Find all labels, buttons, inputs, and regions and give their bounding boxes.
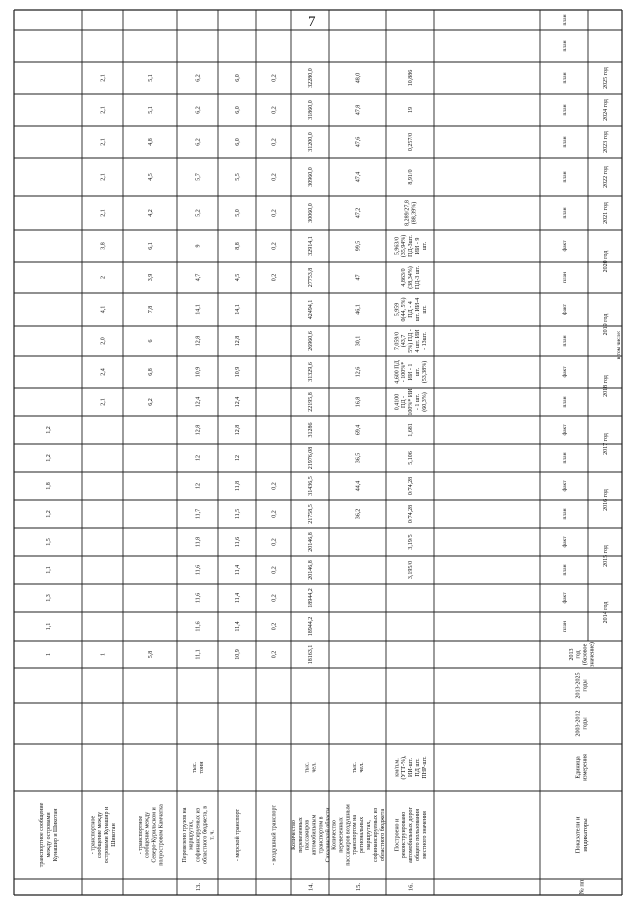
header-plan: план bbox=[561, 508, 568, 520]
row-cell: 0,2 bbox=[271, 482, 278, 490]
row-cell: 2,1 bbox=[100, 106, 107, 114]
row-cell: 12 bbox=[235, 455, 242, 461]
row-cell: 21758,5 bbox=[308, 504, 315, 524]
row-cell: 30,1 bbox=[355, 335, 362, 347]
row-cell: 18944,2 bbox=[308, 588, 315, 608]
row-cell: 4,600 ПД- 100%*ИИ - 1шт.(53,38%) bbox=[394, 360, 428, 384]
row-indicator: Перевезено грузов намаршрутах,софинансируемых изобластного бюджета, вт. ч. bbox=[181, 805, 216, 865]
row-cell: 5,963/0(35,94%)ПД-3шт.ИИ - 9шт. bbox=[394, 234, 428, 258]
row-cell: 8,289/27,8(88,39%) bbox=[404, 200, 418, 226]
header-2013-2025: 2013-2025годы bbox=[575, 672, 589, 699]
row-cell: 4,1 bbox=[100, 305, 107, 314]
row-cell: 18163,1 bbox=[308, 644, 315, 665]
row-cell: 12,8 bbox=[235, 335, 242, 347]
row-cell: 11,8 bbox=[195, 536, 202, 548]
row-cell: 12 bbox=[195, 483, 202, 489]
row-cell: 6 bbox=[148, 339, 155, 343]
header-year-2025: 2025 год bbox=[603, 67, 610, 89]
row-cell: 7,8 bbox=[148, 305, 155, 314]
row-cell: 1,3 bbox=[46, 594, 53, 602]
row-cell: 30960,0 bbox=[308, 167, 315, 187]
row-cell: 22195,8 bbox=[308, 392, 315, 412]
row-cell: 5,1 bbox=[148, 74, 155, 82]
rotated-table bbox=[4, 0, 628, 905]
row-cell: 27753,8 bbox=[308, 267, 315, 288]
row-cell: 6,1 bbox=[148, 242, 155, 250]
header-plan: план bbox=[561, 335, 568, 347]
row-cell: 11,6 bbox=[235, 536, 242, 548]
header-year-2016: 2016 год bbox=[603, 489, 610, 511]
row-cell: 0/74,28 bbox=[408, 476, 415, 496]
row-cell: 2,1 bbox=[100, 209, 107, 217]
row-cell: 10,886 bbox=[408, 69, 415, 87]
header-plan: план bbox=[561, 620, 568, 633]
row-indicator: Построено иреконструированоавтомобильных дорогобщего пользованияместного значения bbox=[394, 807, 428, 863]
row-cell: 6,8 bbox=[148, 368, 155, 376]
row-cell: 2,1 bbox=[100, 173, 107, 181]
row-unit: тыс.чел. bbox=[352, 762, 366, 773]
row-cell: 4,8 bbox=[148, 138, 155, 146]
header-2013-base: 2013год(базовоезначение) bbox=[568, 642, 596, 667]
row-cell: 6,2 bbox=[148, 398, 155, 406]
row-cell: 12,4 bbox=[195, 396, 202, 408]
row-cell: 1,2 bbox=[46, 454, 53, 462]
row-indicator: Количествоперевезенныхпассажиров воздушнымтранспортом нарегиональныхмаршрутах,софинансируемых изобластного бюджета bbox=[331, 804, 386, 866]
header-fact: факт bbox=[561, 536, 568, 548]
row-cell: 5,0 bbox=[235, 209, 242, 217]
row-cell: 10,9 bbox=[235, 366, 242, 378]
row-indicator: - транспортноесообщение междуСеверо-Курильском иполуостровом Камчатка bbox=[137, 804, 165, 866]
header-year-2021: 2021 год bbox=[603, 202, 610, 224]
row-cell: 12,8 bbox=[235, 424, 242, 436]
row-cell: 4,5 bbox=[235, 273, 242, 282]
row-cell: 8,91/0 bbox=[408, 169, 415, 185]
row-cell: 31329,6 bbox=[308, 362, 315, 382]
header-plan: план bbox=[561, 104, 568, 116]
row-cell: 10,9 bbox=[195, 366, 202, 378]
row-unit: тыс.чел. bbox=[304, 762, 318, 773]
row-cell: 5,2 bbox=[195, 209, 202, 217]
header-plan: план bbox=[561, 40, 568, 52]
row-cell: 31286 bbox=[308, 422, 315, 438]
row-cell: 12,6 bbox=[355, 366, 362, 378]
row-cell: 2,4 bbox=[100, 368, 107, 376]
row-cell: 1 bbox=[46, 653, 53, 656]
row-cell: 6,2 bbox=[195, 74, 202, 82]
row-cell: 0,2 bbox=[271, 273, 278, 282]
row-cell: 1,2 bbox=[46, 426, 53, 434]
row-cell: 0,2 bbox=[271, 138, 278, 146]
row-cell: 4,863/0(38,34%)ПД-3 шт. bbox=[401, 265, 421, 290]
header-fact: факт bbox=[561, 592, 568, 604]
header-year-2024: 2024 год bbox=[603, 99, 610, 121]
row-cell: 8,8 bbox=[235, 242, 242, 250]
row-cell: 47 bbox=[355, 274, 362, 281]
row-cell: 47,6 bbox=[355, 136, 362, 148]
row-cell: 2,1 bbox=[100, 398, 107, 406]
row-cell: 11,5 bbox=[235, 508, 242, 520]
row-cell: 11,4 bbox=[235, 592, 242, 604]
row-cell: 31200,0 bbox=[308, 132, 315, 152]
row-cell: 0,2 bbox=[271, 106, 278, 114]
row-indicator: транспортное сообщениемежду островамиКунашир и Шикотан bbox=[39, 802, 59, 868]
row-cell: 0,4100ПД -100%* ИИ- 1 шт.(60,3%) bbox=[394, 388, 428, 416]
row-cell: 11,4 bbox=[235, 564, 242, 576]
row-cell: 32280,0 bbox=[308, 68, 315, 88]
row-cell: 47,2 bbox=[355, 207, 362, 219]
row-cell: 0,2 bbox=[271, 650, 278, 659]
row-cell: 21976,08 bbox=[308, 446, 315, 470]
row-cell: 3,8 bbox=[100, 242, 107, 250]
row-cell: 11,6 bbox=[195, 621, 202, 632]
row-cell: 1,2 bbox=[46, 510, 53, 518]
row-cell: 32914,1 bbox=[308, 236, 315, 256]
header-year-2020: 2020 год bbox=[603, 250, 610, 273]
row-cell: 31860,0 bbox=[308, 100, 315, 120]
row-cell: 7,059/0(43,75%) ПД -4 шт. ИИ- 13шт. bbox=[394, 329, 428, 353]
row-cell: 47,8 bbox=[355, 104, 362, 116]
row-cell: 30060,0 bbox=[308, 203, 315, 223]
row-cell: 48,0 bbox=[355, 72, 362, 84]
header-2003-2012: 2003-2012годы bbox=[575, 710, 589, 737]
row-cell: 5,1 bbox=[148, 106, 155, 114]
row-cell: 10,9 bbox=[235, 649, 242, 660]
row-cell: 2,1 bbox=[100, 74, 107, 82]
row-cell: 6,0 bbox=[235, 106, 242, 114]
row-cell: 6,2 bbox=[195, 138, 202, 146]
row-cell: 0/74,28 bbox=[408, 504, 415, 524]
row-cell: 12,4 bbox=[235, 396, 242, 408]
row-cell: 1,1 bbox=[46, 622, 53, 631]
row-cell: 46,1 bbox=[355, 304, 362, 315]
row-cell: 20146,8 bbox=[308, 532, 315, 552]
table-texts bbox=[38, 14, 622, 894]
header-plan: план bbox=[561, 207, 568, 219]
row-cell: 11,6 bbox=[195, 564, 202, 576]
row-cell: 12 bbox=[195, 455, 202, 461]
row-cell: 1,8 bbox=[46, 482, 53, 490]
row-cell: 1,1 bbox=[46, 566, 53, 574]
row-number: 13. bbox=[194, 882, 202, 892]
page-number: 7 bbox=[308, 14, 316, 30]
header-plan: план bbox=[561, 136, 568, 148]
row-number: 16. bbox=[407, 882, 415, 892]
header-plan: план bbox=[561, 72, 568, 84]
row-cell: 44,4 bbox=[355, 480, 362, 492]
header-year-2014: 2014 год bbox=[603, 601, 610, 624]
row-cell: 0,257/0 bbox=[408, 132, 415, 152]
row-cell: 0,2 bbox=[271, 538, 278, 546]
row-cell: 0,2 bbox=[271, 594, 278, 602]
row-cell: 11,7 bbox=[195, 508, 202, 520]
row-cell: 31436,5 bbox=[308, 476, 315, 496]
header-plan: план bbox=[561, 14, 568, 26]
row-cell: 3,9 bbox=[148, 273, 155, 282]
row-number: 14. bbox=[307, 882, 315, 892]
row-cell: 69,4 bbox=[355, 424, 362, 436]
header-plan: план bbox=[561, 396, 568, 408]
header-including: в том числе: bbox=[615, 330, 622, 360]
row-cell: 11,8 bbox=[235, 480, 242, 492]
row-cell: 6,2 bbox=[195, 106, 202, 114]
header-plan: план bbox=[561, 271, 568, 284]
row-cell: 14,1 bbox=[235, 304, 242, 315]
row-cell: 42494,1 bbox=[308, 299, 315, 320]
header-plan: план bbox=[561, 452, 568, 464]
row-indicator: Количествоперевезенныхпассажировавтомобильнымтранспортом вСахалинской области bbox=[290, 807, 332, 863]
row-cell: 5,7 bbox=[195, 173, 202, 181]
row-cell: 26960,6 bbox=[308, 331, 315, 351]
header-year-2018: 2018 год bbox=[603, 375, 610, 397]
row-cell: 6,0 bbox=[235, 138, 242, 146]
row-cell: 11,1 bbox=[195, 649, 202, 660]
header-year-2022: 2022 год bbox=[603, 166, 610, 188]
row-cell: 12,8 bbox=[195, 424, 202, 436]
header-num: № пп bbox=[578, 879, 586, 895]
row-cell: 5,106 bbox=[408, 451, 415, 465]
header-year-2019: 2019 год bbox=[603, 313, 610, 336]
row-cell: 12,8 bbox=[195, 335, 202, 347]
row-cell: 99,5 bbox=[355, 240, 362, 252]
row-cell: 0,2 bbox=[271, 510, 278, 518]
row-cell: 4,2 bbox=[148, 209, 155, 217]
row-cell: 6,0 bbox=[235, 74, 242, 82]
row-unit: км/п.м.(УТТ-%),ИИ-шт.ПД шт.ПНР-шт. bbox=[394, 755, 428, 780]
row-cell: 0,2 bbox=[271, 622, 278, 631]
row-cell: 3,19/5 bbox=[408, 534, 415, 550]
row-cell: 5,8 bbox=[148, 650, 155, 659]
header-fact: факт bbox=[561, 303, 568, 316]
row-cell: 16,8 bbox=[355, 396, 362, 408]
header-year-2023: 2023 год bbox=[603, 131, 610, 153]
row-cell: 11,6 bbox=[195, 592, 202, 604]
header-plan: план bbox=[561, 171, 568, 183]
header-indicator: Показатели ииндикаторы bbox=[574, 816, 590, 854]
row-cell: 5,5 bbox=[235, 173, 242, 181]
row-cell: 11,4 bbox=[235, 621, 242, 632]
row-cell: 18944,2 bbox=[308, 616, 315, 637]
row-cell: 2,1 bbox=[100, 138, 107, 146]
row-cell: 36,2 bbox=[355, 508, 362, 520]
row-cell: 36,5 bbox=[355, 452, 362, 464]
header-year-2017: 2017 год bbox=[603, 433, 610, 455]
row-cell: 1,681 bbox=[408, 423, 415, 437]
row-cell: 0,2 bbox=[271, 173, 278, 181]
row-cell: 47,4 bbox=[355, 171, 362, 183]
row-indicator: - воздушный транспорт bbox=[271, 804, 278, 866]
row-cell: 0,2 bbox=[271, 242, 278, 250]
row-cell: 4,7 bbox=[195, 273, 202, 282]
row-cell: 3,195/0 bbox=[408, 560, 415, 580]
header-fact: факт bbox=[561, 424, 568, 436]
row-cell: 9 bbox=[195, 244, 202, 248]
row-number: 15. bbox=[354, 882, 362, 892]
row-cell: 0,2 bbox=[271, 566, 278, 574]
header-fact: факт bbox=[561, 480, 568, 492]
header-fact: факт bbox=[561, 240, 568, 252]
row-cell: 20146,8 bbox=[308, 560, 315, 580]
row-indicator: - транспортноесообщение междуостровами Кунашир иШикотан bbox=[90, 806, 117, 864]
row-cell: 19 bbox=[408, 107, 415, 113]
header-plan: план bbox=[561, 564, 568, 576]
row-cell: 1 bbox=[100, 653, 107, 656]
row-indicator: - морской транспорт bbox=[235, 808, 242, 862]
header-unit: Единицаизмерения bbox=[575, 754, 589, 781]
row-cell: 1,5 bbox=[46, 538, 53, 546]
row-cell: 2,0 bbox=[100, 337, 107, 345]
row-cell: 0,2 bbox=[271, 74, 278, 82]
row-cell: 4,5 bbox=[148, 173, 155, 181]
row-unit: тыс.тонн bbox=[192, 761, 206, 774]
row-cell: 14,1 bbox=[195, 304, 202, 315]
row-cell: 5,9590(44, 5%)ПД - 4шт. ИИ-4шт. bbox=[394, 297, 428, 322]
header-fact: факт bbox=[561, 366, 568, 378]
row-cell: 0,2 bbox=[271, 209, 278, 217]
header-year-2015: 2015 год bbox=[603, 545, 610, 567]
row-cell: 2 bbox=[100, 276, 107, 279]
